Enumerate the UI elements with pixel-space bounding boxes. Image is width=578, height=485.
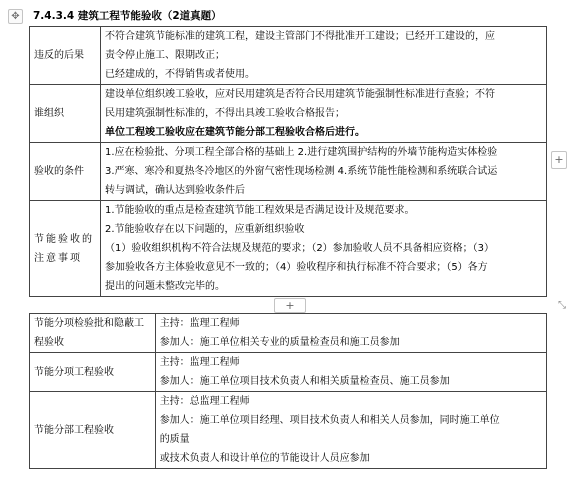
- row-label-cell: 谁组织: [30, 85, 101, 143]
- content-line: 提出的问题未整改完毕的。: [104, 281, 225, 292]
- row-content-cell: [155, 353, 546, 392]
- content-line: 主持：监理工程师: [159, 318, 240, 329]
- table-row: [30, 201, 547, 297]
- content-line: 责令停止施工、限期改正；: [104, 50, 225, 61]
- content-line: 主持：监理工程师: [159, 357, 240, 368]
- content-line: 主持：总监理工程师: [159, 396, 250, 407]
- table-row: [30, 143, 547, 201]
- content-line: 参加验收各方主体验收意见不一致的；（4）验收程序和执行标准不符合要求；（5）各方: [104, 262, 488, 273]
- content-line: （1）验收组织机构不符合法规及规范的要求；（2）参加验收人员不具备相应资格；（3）: [104, 243, 495, 254]
- table-row: [30, 85, 547, 143]
- content-line: 参加人：施工单位项目技术负责人和相关质量检查员、施工员参加: [159, 376, 450, 387]
- content-line: 的质量: [159, 434, 190, 445]
- row-label-cell: 节能分项检验批和隐蔽工程验收: [30, 314, 156, 353]
- content-line: 3.严寒、寒冷和夏热冬冷地区的外窗气密性现场检测 4.系统节能性能检测和系统联合试运: [104, 166, 498, 177]
- row-content-cell: [155, 314, 546, 353]
- content-line-bold: 单位工程竣工验收应在建筑节能分部工程验收合格后进行。: [104, 127, 365, 138]
- content-line: 参加人：施工单位项目经理、项目技术负责人和相关人员参加，同时施工单位: [159, 415, 500, 426]
- row-label-cell: 节能分项工程验收: [30, 353, 156, 392]
- row-label-cell: 节能分部工程验收: [30, 392, 156, 469]
- row-content-cell: [100, 85, 546, 143]
- content-line: 不符合建筑节能标准的建筑工程，建设主管部门不得批准开工建设；已经开工建设的，应: [104, 31, 495, 42]
- content-line: 1.应在检验批、分项工程全部合格的基础上 2.进行建筑围护结构的外墙节能构造实体检验: [104, 147, 498, 158]
- content-line: 民用建筑强制性标准的，不得出具竣工验收合格报告；: [104, 108, 345, 119]
- content-line: 转与调试，确认达到验收条件后: [104, 185, 245, 196]
- table-resize-handle-icon[interactable]: ⤡: [558, 300, 566, 311]
- table-row: [30, 353, 547, 392]
- row-label-cell: 违反的后果: [30, 27, 101, 85]
- content-line: 已经建成的，不得销售或者使用。: [104, 69, 255, 80]
- add-column-button[interactable]: +: [551, 151, 567, 169]
- table-row: [30, 392, 547, 469]
- table-move-handle-icon[interactable]: ✥: [8, 9, 23, 24]
- table-row: [30, 27, 547, 85]
- content-line: 或技术负责人和设计单位的节能设计人员应参加: [159, 453, 370, 464]
- content-line: 1.节能验收的重点是检查建筑节能工程效果是否满足设计及规范要求。: [104, 205, 415, 216]
- row-content-cell: [100, 143, 546, 201]
- acceptance-table: [29, 26, 547, 297]
- row-content-cell: [155, 392, 546, 469]
- content-line: 建设单位组织竣工验收，应对民用建筑是否符合民用建筑节能强制性标准进行查验；不符: [104, 89, 495, 100]
- row-content-cell: [100, 27, 546, 85]
- table-row: [30, 314, 547, 353]
- row-label-cell: 验收的条件: [30, 143, 101, 201]
- content-line: 2.节能验收存在以下问题的，应重新组织验收: [104, 224, 305, 235]
- content-line: 参加人：施工单位相关专业的质量检查员和施工员参加: [159, 337, 400, 348]
- section-heading: 7.4.3.4 建筑工程节能验收（2道真题）: [33, 10, 222, 22]
- row-label-cell: 节能验收的注意事项: [30, 201, 101, 297]
- row-content-cell: [100, 201, 546, 297]
- acceptance-participants-table: [29, 313, 547, 469]
- add-row-button[interactable]: +: [274, 298, 306, 313]
